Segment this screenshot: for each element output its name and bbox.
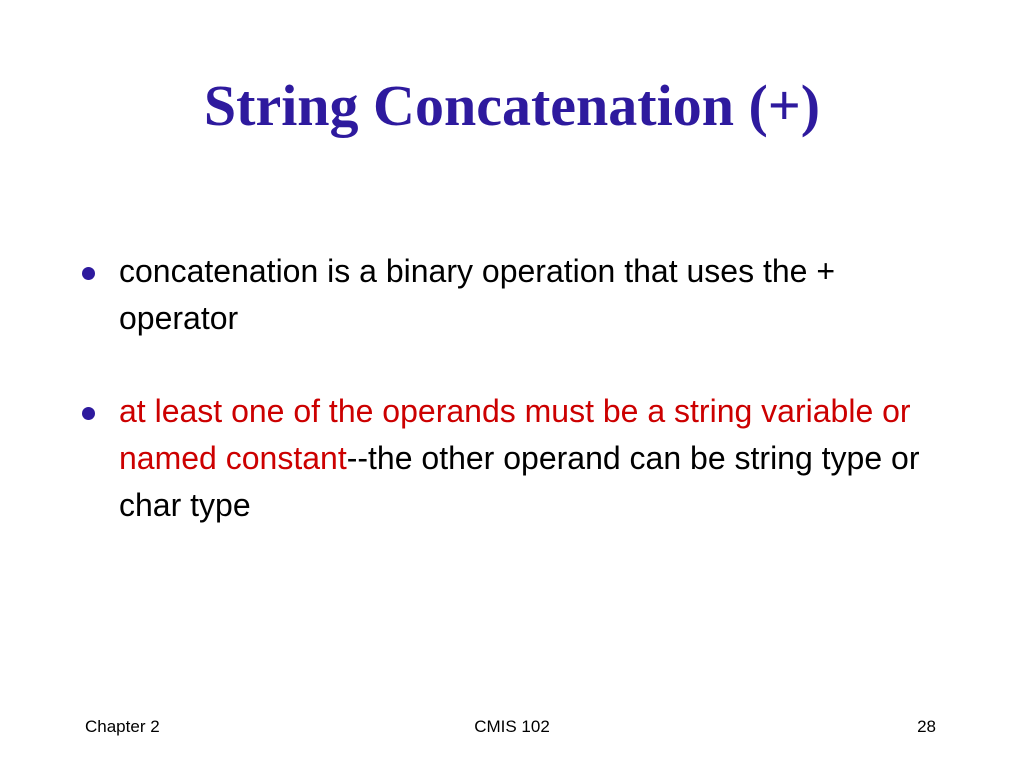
bullet-marker-icon (82, 407, 95, 420)
footer-chapter: Chapter 2 (85, 717, 160, 736)
bullet-text: --the other operand can be string type or char type (119, 440, 920, 523)
bullet-marker-icon (82, 267, 95, 280)
footer-page-number: 28 (917, 717, 936, 736)
bullet-text: concatenation is a binary operation that uses the + operator (119, 253, 836, 336)
bullet-item (82, 388, 942, 529)
bullet-list (82, 248, 942, 529)
bullet-item (82, 248, 942, 342)
footer-course: CMIS 102 (474, 717, 550, 736)
bullet-highlight-text: at least one of the operands must be a string variable or named constant (119, 393, 911, 476)
slide-title: String Concatenation (+) (203, 73, 821, 138)
